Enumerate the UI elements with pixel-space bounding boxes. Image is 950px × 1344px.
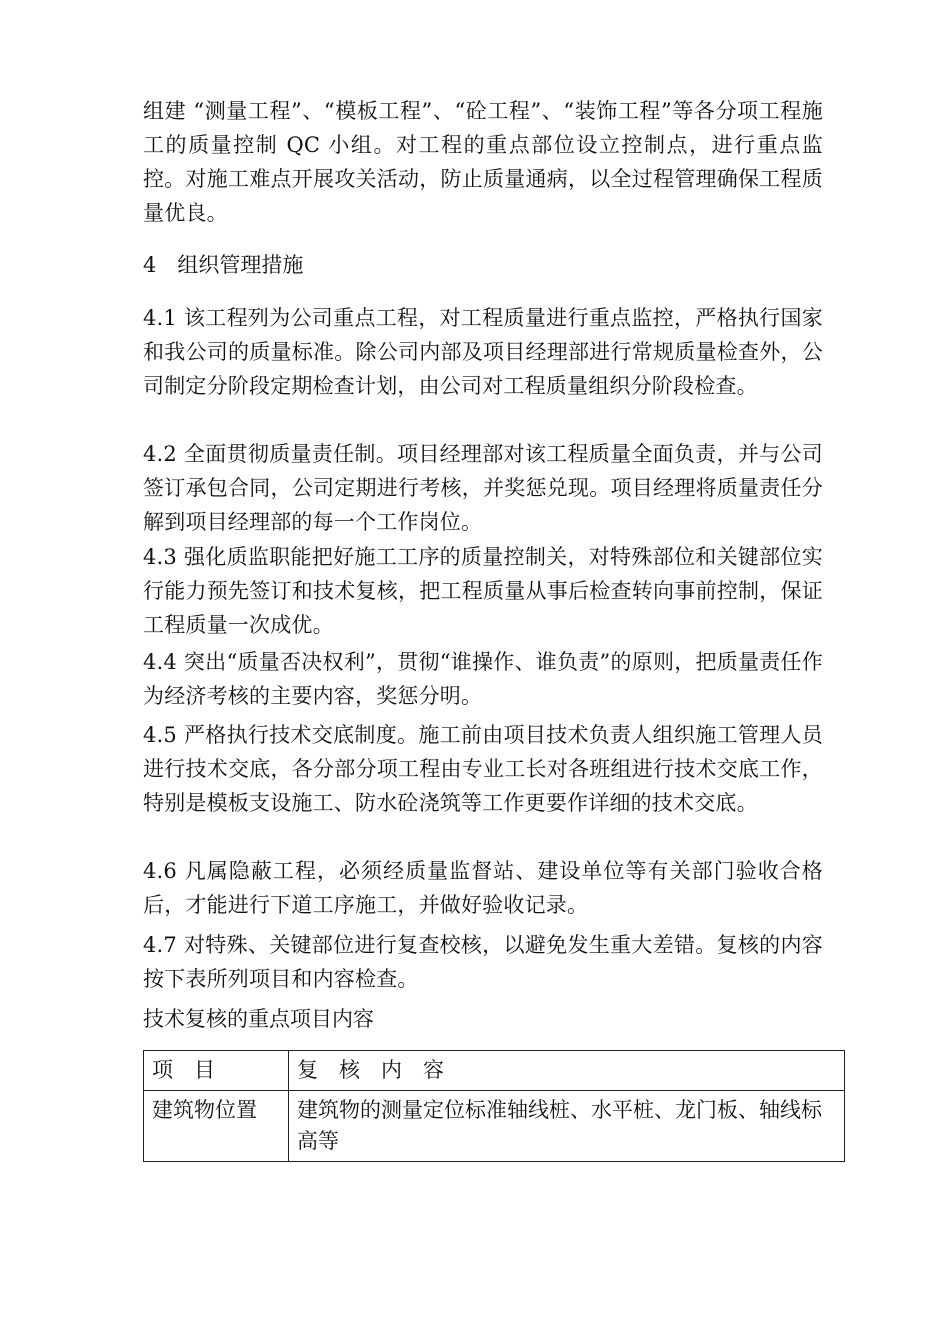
header-cell-item: 项 目 (144, 1051, 289, 1091)
review-table (143, 1050, 845, 1162)
table-caption: 技术复核的重点项目内容 (143, 1007, 374, 1031)
item-4-5: 4.5 严格执行技术交底制度。施工前由项目技术负责人组织施工管理人员进行技术交底，各分部分项工程由专业工长对各班组进行技术交底工作，特别是模板支设施工、防水砼浇筑等工作更要作详细的技术交底。 (143, 723, 823, 815)
row-cell-item: 建筑物位置 (144, 1091, 289, 1162)
item-4-7: 4.7 对特殊、关键部位进行复查校核，以避免发生重大差错。复核的内容按下表所列项目和内容检查。 (143, 933, 823, 991)
table-row (144, 1091, 845, 1162)
item-4-2: 4.2 全面贯彻质量责任制。项目经理部对该工程质量全面负责，并与公司签订承包合同，公司定期进行考核，并奖惩兑现。项目经理将质量责任分解到项目经理部的每一个工作岗位。 (143, 442, 823, 534)
item-4-6: 4.6 凡属隐蔽工程，必须经质量监督站、建设单位等有关部门验收合格后，才能进行下道工序施工，并做好验收记录。 (143, 859, 823, 917)
item-4-1: 4.1 该工程列为公司重点工程，对工程质量进行重点监控，严格执行国家和我公司的质量标准。除公司内部及项目经理部进行常规质量检查外，公司制定分阶段定期检查计划，由公司对工程质量组织分阶段检查。 (143, 306, 823, 398)
header-cell-content: 复 核 内 容 (289, 1051, 845, 1091)
row-cell-content: 建筑物的测量定位标准轴线桩、水平桩、龙门板、轴线标高等 (289, 1091, 845, 1162)
intro-paragraph: 组建 “测量工程”、“模板工程”、“砼工程”、“装饰工程”等各分项工程施工的质量控制 QC 小组。对工程的重点部位设立控制点，进行重点监控。对施工难点开展攻关活动，防止质量通病，以全过程管理确保工程质量优良。 (143, 99, 823, 225)
item-4-4: 4.4 突出“质量否决权利”，贯彻“谁操作、谁负责”的原则，把质量责任作为经济考核的主要内容，奖惩分明。 (143, 650, 823, 708)
section-title: 4 组织管理措施 (143, 253, 304, 277)
table-header-row (144, 1051, 845, 1091)
item-4-3: 4.3 强化质监职能把好施工工序的质量控制关，对特殊部位和关键部位实行能力预先签订和技术复核，把工程质量从事后检查转向事前控制，保证工程质量一次成优。 (143, 545, 823, 637)
